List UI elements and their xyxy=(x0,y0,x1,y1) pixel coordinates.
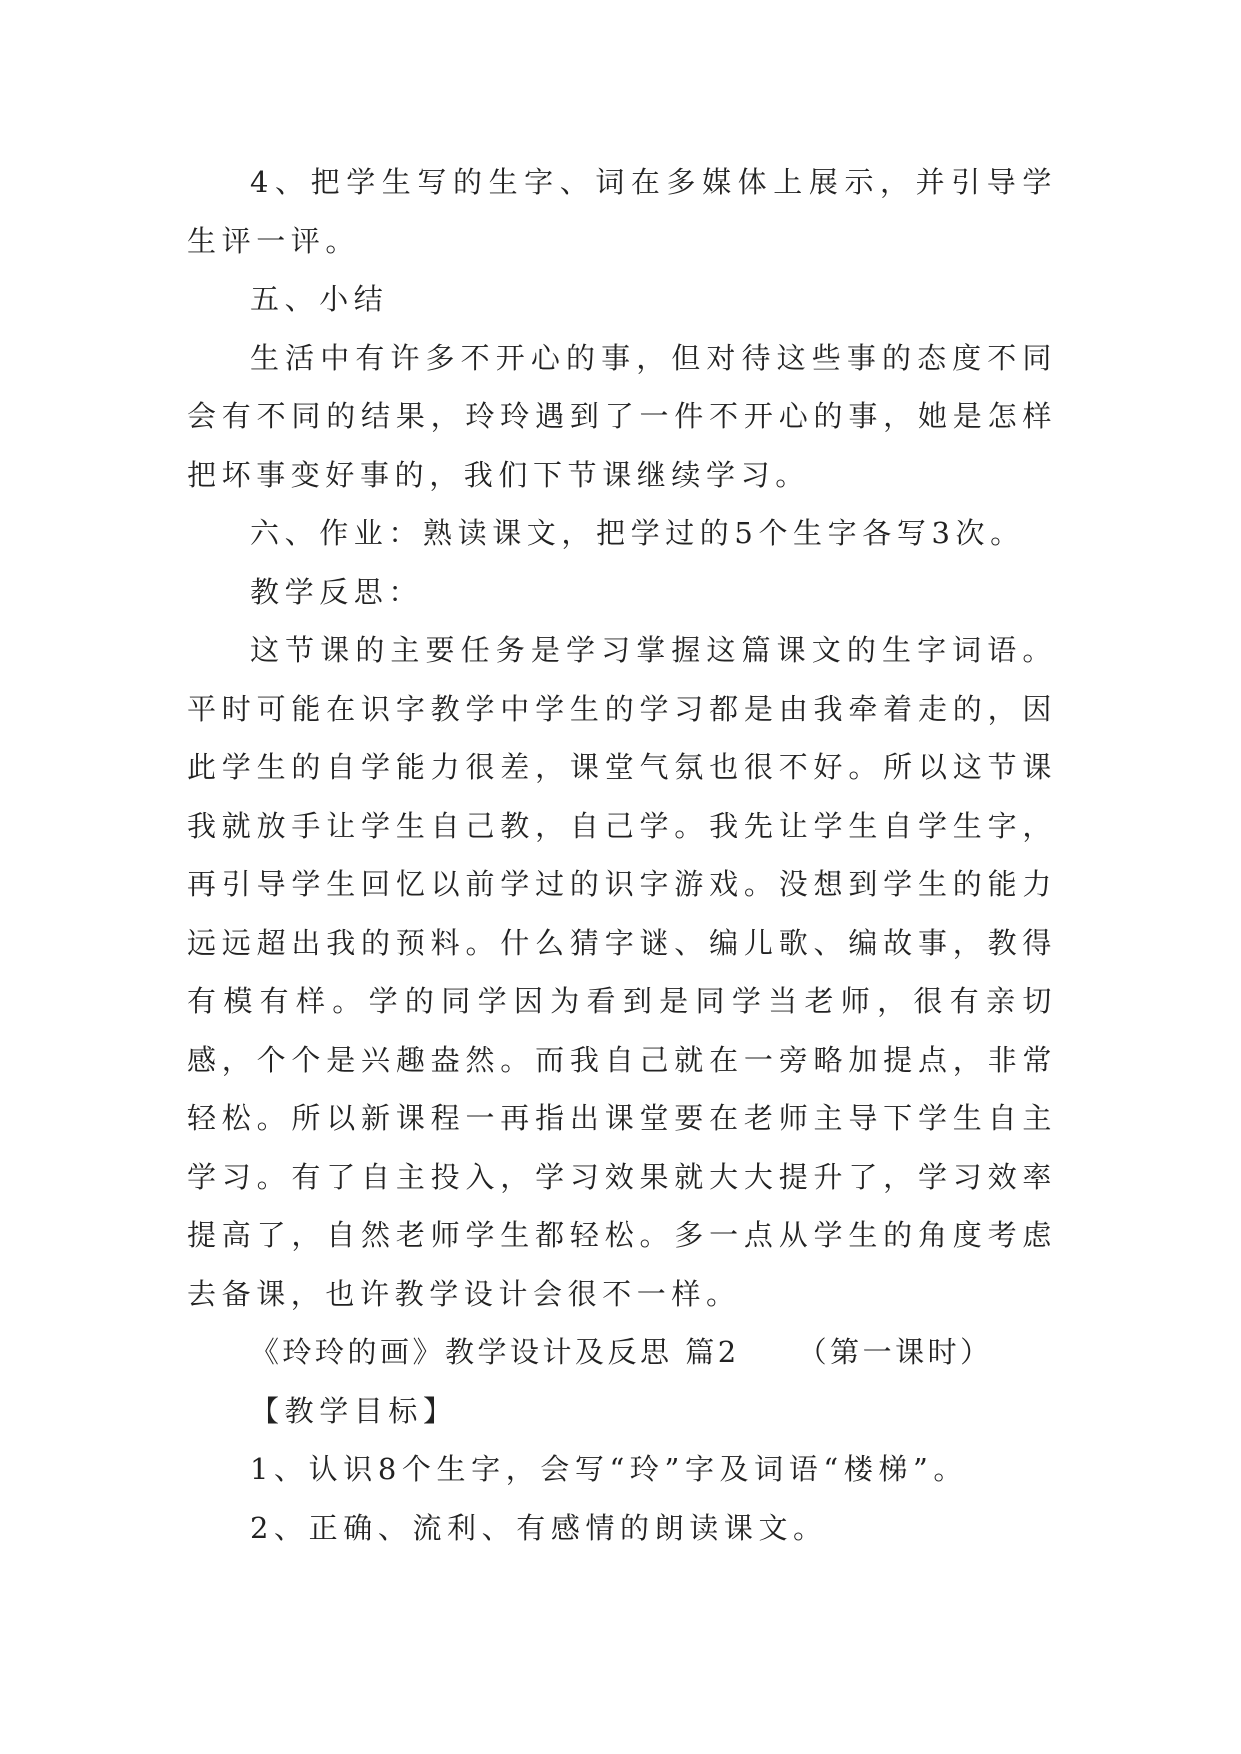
objectives-heading: 【教学目标】 xyxy=(250,1393,458,1428)
section-heading-title: 《玲玲的画》教学设计及反思 篇2 xyxy=(250,1335,740,1369)
objective-item: 1、认识8个生字，会写“玲”字及词语“楼梯”。 xyxy=(250,1452,969,1486)
section-heading-subtitle: （第一课时） xyxy=(797,1335,993,1369)
section-heading xyxy=(187,1323,1057,1382)
paragraph-reflection-heading: 教学反思： xyxy=(250,574,424,609)
paragraph-reflection: 这节课的主要任务是学习掌握这篇课文的生字词语。平时可能在识字教学中学生的学习都是由我牵着走的，因此学生的自学能力很差，课堂气氛也很不好。所以这节课我就放手让学生自己教，自己学。我先让学生自学生字，再引导学生回忆以前学过的识字游戏。没想到学生的能力远远超出我的预料。什么猜字谜、编儿歌、编故事，教得有模有样。学的同学因为看到是同学当老师，很有亲切感，个个是兴趣盎然。而我自己就在一旁略加提点，非常轻松。所以新课程一再指出课堂要在老师主导下学生自主学习。有了自主投入，学习效果就大大提升了，学习效率提高了，自然老师学生都轻松。多一点从学生的角度考虑去备课，也许教学设计会很不一样。 xyxy=(187,633,1057,1311)
paragraph-step-4: 4、把学生写的生字、词在多媒体上展示，并引导学生评一评。 xyxy=(187,165,1057,258)
paragraph-summary-heading: 五、小结 xyxy=(250,282,389,316)
document-body xyxy=(187,153,1057,1557)
paragraph-summary: 生活中有许多不开心的事，但对待这些事的态度不同会有不同的结果，玲玲遇到了一件不开心的事，她是怎样把坏事变好事的，我们下节课继续学习。 xyxy=(187,340,1057,492)
paragraph-homework: 六、作业：熟读课文，把学过的5个生字各写3次。 xyxy=(250,516,1025,550)
objective-item: 2、正确、流利、有感情的朗读课文。 xyxy=(250,1510,828,1545)
